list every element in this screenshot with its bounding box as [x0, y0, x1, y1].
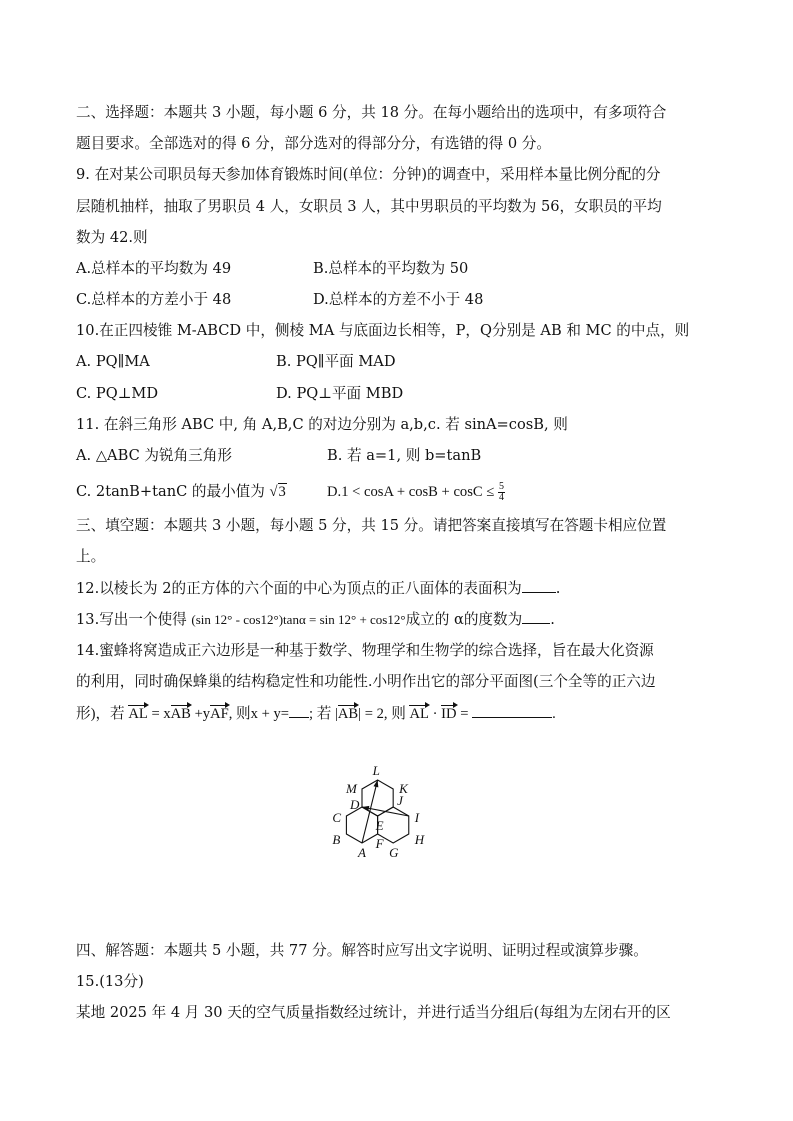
vertex-label-j: J — [397, 793, 403, 808]
q14-text-g: = — [460, 706, 469, 722]
q10-option-b: B. PQ∥平面 MAD — [276, 353, 396, 370]
q10-stem: 10.在正四棱锥 M-ABCD 中，侧棱 MA 与底面边长相等，P，Q分别是 AB 和 MC 的中点，则 — [76, 322, 690, 339]
answer-blank[interactable] — [522, 578, 556, 593]
dot-operator: · — [432, 706, 438, 722]
vertex-label-k: K — [399, 781, 408, 796]
q9-option-b: B.总样本的平均数为 50 — [313, 260, 469, 277]
fraction-numerator: 5 — [498, 481, 504, 493]
q10-option-c: C. PQ⊥MD — [76, 385, 159, 402]
vertex-label-c: C — [332, 810, 342, 825]
q13-suffix: 成立的 α的度数为 — [405, 611, 523, 628]
section3-line2: 上。 — [76, 548, 106, 565]
section4-line1: 四、解答题：本题共 5 小题，共 77 分。解答时应写出文字说明、证明过程或演算步骤。 — [76, 942, 648, 959]
q11-option-b: B. 若 a=1, 则 b=tanB — [327, 447, 482, 464]
vertex-label-a: A — [358, 845, 366, 860]
vertex-label-b: B — [332, 832, 341, 847]
honeycomb-figure — [326, 735, 476, 875]
q12 — [76, 578, 560, 599]
fraction — [498, 482, 505, 503]
vector-id: ID — [441, 706, 457, 722]
q10-option-a: A. PQ∥MA — [76, 353, 150, 370]
vector-ab-abs: AB — [337, 706, 359, 722]
vertex-label-f: F — [375, 836, 384, 851]
q11-option-c — [76, 482, 287, 502]
vector-ab: AB — [170, 706, 191, 722]
q14-line2: 的利用，同时确保蜂巢的结构稳定性和功能性.小明作出它的部分平面图(三个全等的正六边 — [76, 673, 656, 690]
q9-option-a: A.总样本的平均数为 49 — [76, 260, 232, 277]
q13-equation: (sin 12° - cos12°)tanα = sin 12° + cos12° — [191, 612, 406, 627]
q9-stem-line2: 层随机抽样，抽取了男职员 4 人，女职员 3 人，其中男职员的平均数为 56，女职员的平均 — [76, 198, 662, 215]
vertex-label-g: G — [389, 845, 399, 860]
q14-text-e: ; 若 — [309, 706, 332, 722]
vector-al: AL — [128, 706, 148, 722]
q14-text-d: , 则x + y= — [228, 706, 289, 722]
q14-text-a: 形)，若 — [76, 706, 125, 722]
vertex-label-i: I — [414, 810, 420, 825]
arrowhead-d — [362, 806, 369, 811]
answer-blank[interactable] — [522, 609, 550, 624]
answer-blank-2[interactable] — [472, 703, 552, 718]
q14-end: . — [552, 706, 556, 722]
section3-line1: 三、填空题：本题共 3 小题，每小题 5 分，共 15 分。请把答案直接填写在答题卡相应位置 — [76, 517, 667, 534]
q15-header: 15.(13分) — [76, 973, 144, 990]
vector-al-2: AL — [409, 706, 429, 722]
q14-line1: 14.蜜蜂将窝造成正六边形是一种基于数学、物理学和生物学的综合选择，旨在最大化资源 — [76, 642, 654, 659]
q15-line1: 某地 2025 年 4 月 30 天的空气质量指数经过统计，并进行适当分组后(每组为左闭右开的区 — [76, 1004, 671, 1021]
q14-line3 — [76, 703, 556, 724]
q12-text: 12.以棱长为 2的正方体的六个面的中心为顶点的正八面体的表面积为 — [76, 580, 522, 597]
q12-end: . — [555, 580, 561, 597]
hexagon-left — [346, 807, 377, 843]
vertex-label-l: L — [372, 763, 380, 778]
section2-line1: 二、选择题：本题共 3 小题，每小题 6 分，共 18 分。在每小题给出的选项中，有多项符合 — [76, 104, 667, 121]
vector-line-al — [362, 780, 378, 843]
q13 — [76, 609, 555, 630]
vector-af: AF — [210, 706, 229, 722]
q11-stem: 11. 在斜三角形 ABC 中, 角 A,B,C 的对边分别为 a,b,c. 若 sinA=cosB, 则 — [76, 416, 568, 433]
q11-option-a: A. △ABC 为锐角三角形 — [76, 447, 232, 464]
q9-option-c: C.总样本的方差小于 48 — [76, 291, 232, 308]
q9-stem-line1: 9. 在对某公司职员每天参加体育锻炼时间(单位：分钟)的调查中，采用样本量比例分配的分 — [76, 166, 661, 183]
q9-stem-line3: 数为 42.则 — [76, 229, 148, 246]
q11-option-c-text: C. 2tanB+tanC 的最小值为 — [76, 483, 265, 500]
sqrt-symbol: √3 — [269, 484, 286, 500]
vertex-label-h: H — [414, 832, 425, 847]
q11-option-d-text: D.1 < cosA + cosB + cosC ≤ — [327, 484, 495, 500]
q9-option-d: D.总样本的方差不小于 48 — [313, 291, 484, 308]
q14-text-c: +y — [194, 706, 211, 722]
abs-vector-ab: |AB| — [334, 706, 362, 722]
q10-option-d: D. PQ⊥平面 MBD — [276, 385, 404, 402]
vertex-label-m: M — [346, 781, 357, 796]
q14-text-f: = 2, 则 — [364, 706, 406, 722]
q13-prefix: 13.写出一个使得 — [76, 611, 187, 628]
vertex-label-d: D — [350, 797, 360, 812]
answer-blank-1[interactable] — [289, 703, 309, 718]
section2-line2: 题目要求。全部选对的得 6 分，部分选对的得部分分，有选错的得 0 分。 — [76, 135, 551, 152]
sqrt-radicand: 3 — [278, 484, 286, 500]
q13-end: . — [550, 611, 555, 628]
vertex-label-e: E — [375, 818, 384, 833]
q14-text-b: = x — [151, 706, 171, 722]
q11-option-d — [327, 482, 505, 503]
fraction-denominator: 4 — [498, 492, 504, 504]
